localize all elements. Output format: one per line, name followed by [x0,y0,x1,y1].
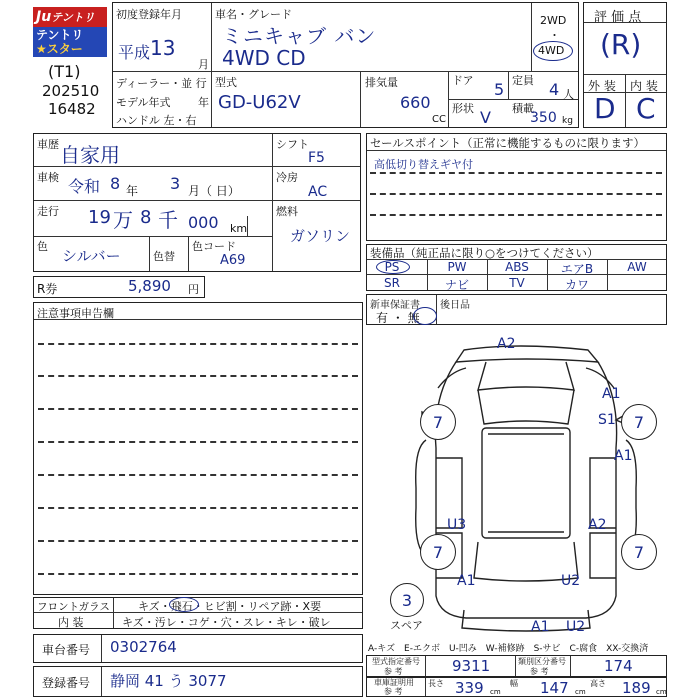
length-unit: cm [490,688,501,696]
damage-code-front: A2 [497,336,516,352]
spare-label: スペア [390,619,423,632]
equipment-aw: AW [627,260,647,274]
recycle-value: 5,890 [128,277,171,295]
load-unit: kg [562,116,573,126]
dealer-label: ディーラー・並 行 [116,77,207,90]
color-label: 色 [37,240,48,253]
damage-code-left-rear: A1 [457,573,476,589]
shape-label: 形状 [452,102,474,115]
dims-label: 車庫証明用 [374,678,414,687]
inspection-month: 3 [170,174,181,193]
car-label: 車名・グレード [215,8,292,21]
capacity-unit: 人 [563,88,574,101]
class-no-ref: 参 考 [530,667,549,676]
glass-label: フロントガラス [37,601,110,613]
logo: Juテントリ テントリ ★スター [33,7,107,57]
mileage-unit: km [230,222,248,235]
mileage-label: 走行 [37,205,59,218]
class-no-value: 174 [604,657,633,675]
drive-dot: ・ [549,29,560,42]
height-label: 高さ [590,679,606,688]
damage-code-left-rear-door: U3 [447,517,467,533]
damage-code-right-door: A1 [614,448,633,464]
recycle-box [33,276,205,298]
equipment-label: 装備品（純正品に限り○をつけてください） [370,246,599,260]
plate-value: 静岡 41 う 3077 [110,672,227,690]
width-unit: cm [575,688,586,696]
length-value: 339 [455,679,484,697]
damage-legend: A-キズ E-エクボ U-凹み W-補修跡 S-サビ C-腐食 XX-交換済 [368,644,649,654]
equipment-sr: SR [384,276,400,290]
color-value: シルバー [62,247,121,265]
notes-box [33,302,363,595]
damage-code-rear-2: U2 [566,619,586,635]
type-no-value: 9311 [452,657,491,675]
color-code-label: 色コード [192,240,236,253]
interior-options: キズ・汚レ・コゲ・穴・スレ・キレ・破レ [122,616,331,629]
handle-label: ハンドル 左・右 [116,114,197,127]
inspection-era: 令和 [68,177,101,196]
capacity-label: 定員 [512,74,534,87]
int-label: 内 装 [630,79,658,93]
height-value: 189 [622,679,651,697]
model-label: 型式 [215,76,237,89]
type-no-ref: 参 考 [384,667,403,676]
tyre-spare: 3 [390,583,424,617]
shift-label: シフト [276,138,309,151]
drive-4wd: 4WD [538,44,565,57]
equipment-navi: ナビ [444,278,469,292]
aircon-label: 冷房 [276,171,298,184]
sales-points-label: セールスポイント（正常に機能するものに限ります） [370,136,645,150]
model-year-unit: 年 [198,96,209,109]
inspection-year: 8 [110,174,121,193]
length-label: 長さ [428,679,444,688]
chassis-value: 0302764 [110,638,177,656]
class-no-label: 類別区分番号 [518,657,566,666]
inspection-label: 車検 [37,171,59,184]
equipment-tv: TV [509,276,525,290]
mileage-sen-unit: 千 [158,208,178,232]
history-value: 自家用 [60,143,120,167]
sales-points-line1: 高低切り替えギヤ付 [374,158,473,171]
chassis-label: 車台番号 [42,643,91,657]
recycle-label: R券 [37,282,58,296]
drive-2wd: 2WD [540,14,567,27]
shape-value: V [480,108,491,127]
mileage-man-unit: 万 [113,208,133,232]
tyre-front-right: 7 [621,404,657,440]
glass-options: キズ・飛石・ヒビ割・リペア跡・X要 [138,600,322,613]
inspection-day-unit: （ 日） [200,184,240,198]
car-name: ミニキャブ バン [222,24,377,48]
reg-month-unit: 月 [198,58,209,71]
car-grade: 4WD CD [222,46,306,70]
width-label: 幅 [510,679,518,688]
capacity-value: 4 [549,80,560,99]
warranty-label: 新車保証書 [370,300,420,311]
load-label: 積載 [512,102,534,115]
displacement-unit: CC [432,114,446,125]
damage-code-right-mirror: S1 [598,412,616,428]
model-value: GD-U62V [218,92,301,113]
model-year-label: モデル年式 [116,96,171,109]
mileage-sen: 8 [140,207,152,228]
aircon-value: AC [308,184,328,200]
reg-label: 初度登録年月 [116,8,182,21]
reg-year: 13 [150,36,176,60]
mileage-rest: 000 [188,213,219,232]
int-grade: C [636,92,656,125]
height-unit: cm [656,688,667,696]
recycle-unit: 円 [188,283,199,296]
color-change-label: 色替 [153,250,175,263]
width-value: 147 [540,679,569,697]
reg-era: 平成 [118,43,151,62]
warranty-none-circle [413,307,437,325]
fuel-label: 燃料 [276,205,298,218]
tyre-front-left: 7 [420,404,456,440]
inspection-year-unit: 年 [126,184,139,198]
stock-number: 16482 [48,100,96,118]
doors-value: 5 [494,80,505,99]
doors-label: ドア [452,74,474,87]
shift-value: F5 [308,150,325,166]
glass-chip-circle [169,597,199,612]
type-no-label: 型式指定番号 [372,657,420,666]
equipment-airbag: エアB [560,262,594,276]
ext-label: 外 装 [588,79,616,93]
load-value: 350 [530,110,557,126]
equipment-leather: カワ [564,278,589,292]
damage-code-right-rear: U2 [561,573,581,589]
stock-date: 202510 [42,82,100,100]
fuel-value: ガソリン [290,227,351,245]
damage-code-right-front: A1 [602,386,621,402]
ext-grade: D [594,92,616,125]
equipment-pw: PW [447,260,467,274]
color-code-value: A69 [220,253,246,268]
mileage-man: 19 [88,207,111,228]
displacement-label: 排気量 [365,76,398,89]
displacement-value: 660 [400,93,431,112]
notes-label: 注意事項申告欄 [37,307,114,320]
equipment-abs: ABS [505,260,529,274]
damage-code-right-rear-door: A2 [588,517,607,533]
damage-code-rear-1: A1 [531,619,550,635]
score-value: (R) [600,28,642,61]
later-parts-label: 後日品 [440,300,470,311]
interior-label: 内 装 [58,616,84,629]
warranty-value: 有 ・ 無 [376,311,420,325]
dims-ref: 参 考 [384,687,403,696]
plate-label: 登録番号 [42,676,91,690]
tyre-rear-right: 7 [621,534,657,570]
equipment-ps: PS [384,260,400,274]
history-label: 車歴 [37,138,59,151]
inspection-month-unit: 月 [188,184,201,198]
score-label: 評 価 点 [594,10,642,25]
stock-tag: (T1) [48,62,81,81]
tyre-rear-left: 7 [420,534,456,570]
